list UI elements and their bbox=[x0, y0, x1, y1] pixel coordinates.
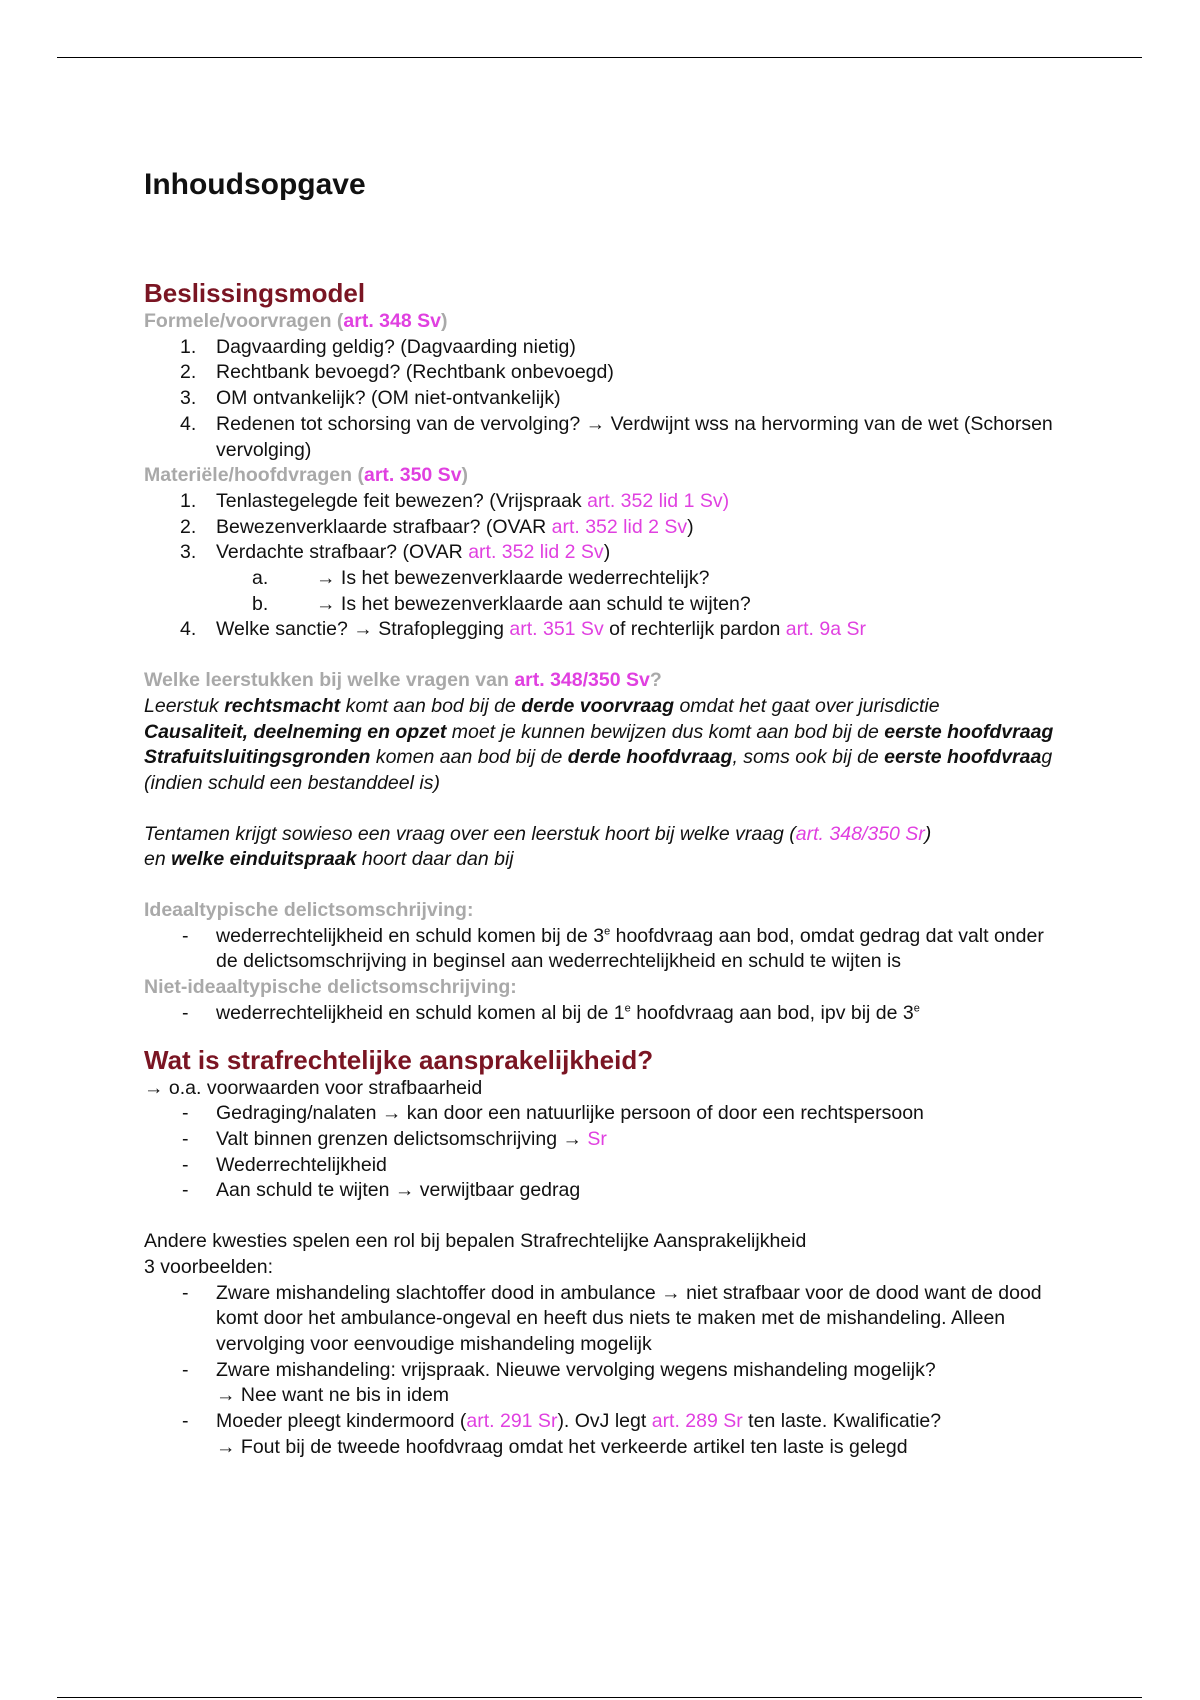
subheading-formele: Formele/voorvragen (art. 348 Sv) bbox=[144, 310, 448, 332]
list-item: 4. Redenen tot schorsing van de vervolging? → Verdwijnt wss na hervorming van de wet (Schorsen vervolging) bbox=[180, 412, 1053, 461]
list-item: 4. Welke sanctie? → Strafoplegging art. 351 Sv of rechterlijk pardon art. 9a Sr bbox=[180, 618, 866, 641]
subheading-niet-ideaaltypisch: Niet-ideaaltypische delictsomschrijving: bbox=[144, 976, 517, 999]
bottom-rule bbox=[57, 1697, 1142, 1698]
list-item: - Wederrechtelijkheid bbox=[182, 1153, 387, 1176]
document-body bbox=[144, 165, 1064, 1460]
top-rule bbox=[57, 57, 1142, 58]
voorbeelden-list bbox=[144, 1281, 1064, 1461]
list-item: 2. Rechtbank bevoegd? (Rechtbank onbevoegd) bbox=[180, 361, 614, 384]
paragraph-causaliteit: Causaliteit, deelneming en opzet moet je kunnen bewijzen dus komt aan bod bij de eerste hoofdvraag bbox=[144, 720, 1054, 743]
subheading-leerstukken: Welke leerstukken bij welke vragen van art. 348/350 Sv? bbox=[144, 669, 662, 692]
subheading-ideaaltypisch: Ideaaltypische delictsomschrijving: bbox=[144, 899, 474, 922]
list-item: - Gedraging/nalaten → kan door een natuurlijke persoon of door een rechtspersoon bbox=[182, 1102, 924, 1125]
formele-list bbox=[144, 335, 1064, 464]
list-item: 3. OM ontvankelijk? (OM niet-ontvankelijk) bbox=[180, 387, 561, 410]
sub-list-item: b. → Is het bewezenverklaarde aan schuld te wijten? bbox=[252, 592, 751, 615]
list-item: - Valt binnen grenzen delictsomschrijving → Sr bbox=[182, 1127, 607, 1150]
sub-list-item: a. → Is het bewezenverklaarde wederrechtelijk? bbox=[252, 567, 710, 590]
article-ref: art. 348 Sv bbox=[343, 310, 441, 332]
ideaal-list bbox=[144, 924, 1064, 975]
section-title-aansprakelijkheid: Wat is strafrechtelijke aansprakelijkheid? bbox=[144, 1044, 654, 1075]
paragraph-strafuitsluiting: Strafuitsluitingsgronden komen aan bod bij de derde hoofdvraag, soms ook bij de eerste hoofdvraag (indien schuld een bestanddeel is) bbox=[144, 746, 1053, 794]
paragraph-andere: Andere kwesties spelen een rol bij bepalen Strafrechtelijke Aansprakelijkheid bbox=[144, 1230, 807, 1253]
list-item: - wederrechtelijkheid en schuld komen bij de 3e hoofdvraag aan bod, omdat gedrag dat valt onder de delictsomschrijving in beginsel aan wederrechtelijkheid en schuld te wijten is bbox=[182, 924, 1044, 973]
paragraph-rechtsmacht: Leerstuk rechtsmacht komt aan bod bij de derde voorvraag omdat het gaat over jurisdictie bbox=[144, 694, 940, 717]
paragraph-voorbeelden: 3 voorbeelden: bbox=[144, 1255, 274, 1278]
paragraph-tentamen: Tentamen krijgt sowieso een vraag over een leerstuk hoort bij welke vraag (art. 348/350 Sr) en welke einduitspraak hoort daar dan bij bbox=[144, 822, 932, 871]
list-item: - Zware mishandeling: vrijspraak. Nieuwe vervolging wegens mishandeling mogelijk? → Nee want ne bis in idem bbox=[182, 1358, 936, 1407]
list-item: - Moeder pleegt kindermoord (art. 291 Sr). OvJ legt art. 289 Sr ten laste. Kwalificatie? → Fout bij de tweede hoofdvraag omdat het verkeerde artikel ten laste is gelegd bbox=[182, 1410, 942, 1458]
voorwaarden-list bbox=[144, 1101, 1064, 1204]
intro-line: → o.a. voorwaarden voor strafbaarheid bbox=[144, 1076, 483, 1099]
list-item: 2. Bewezenverklaarde strafbaar? (OVAR art. 352 lid 2 Sv) bbox=[180, 515, 694, 538]
subheading-materiele: Materiële/hoofdvragen (art. 350 Sv) bbox=[144, 464, 469, 487]
section-title-beslissingsmodel: Beslissingsmodel bbox=[144, 278, 366, 308]
toc-title: Inhoudsopgave bbox=[144, 168, 366, 201]
list-item: - wederrechtelijkheid en schuld komen al bij de 1e hoofdvraag aan bod, ipv bij de 3e bbox=[182, 1001, 920, 1024]
list-item: - Zware mishandeling slachtoffer dood in ambulance → niet strafbaar voor de dood want de dood komt door het ambulance-ongeval en heeft dus niets te maken met de mishandeling. Alleen vervolging voor eenvoudige mishandeling mogelijk bbox=[182, 1281, 1042, 1355]
materiele-list bbox=[144, 489, 1064, 643]
list-item: 1. Dagvaarding geldig? (Dagvaarding nietig) bbox=[180, 335, 576, 358]
list-item: - Aan schuld te wijten → verwijtbaar gedrag bbox=[182, 1179, 581, 1202]
list-item: 3. Verdachte strafbaar? (OVAR art. 352 lid 2 Sv) bbox=[180, 541, 611, 564]
article-ref: art. 350 Sv bbox=[363, 464, 462, 487]
niet-ideaal-list bbox=[144, 1001, 1064, 1027]
list-item: 1. Tenlastegelegde feit bewezen? (Vrijspraak art. 352 lid 1 Sv) bbox=[180, 489, 730, 512]
